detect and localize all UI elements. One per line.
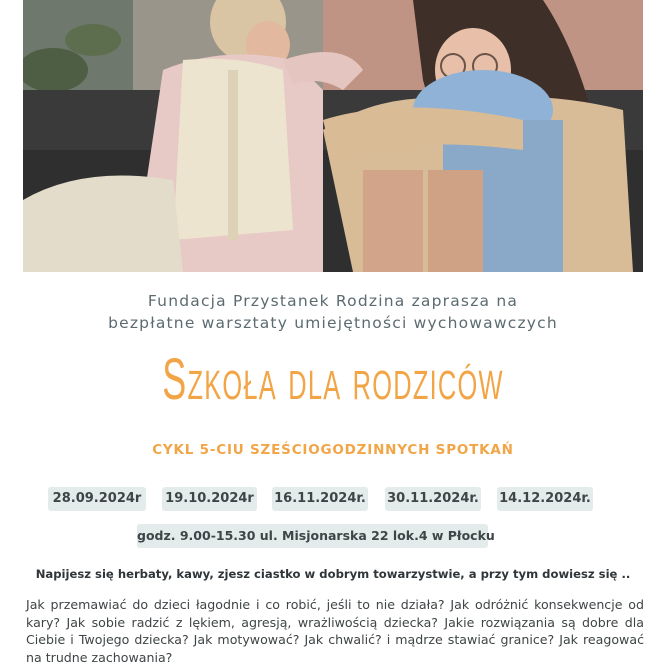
date-badge: 16.11.2024r. — [272, 487, 368, 511]
intro-line-1: Fundacja Przystanek Rodzina zaprasza na — [147, 292, 519, 310]
subtitle: CYKL 5-CIU SZEŚCIOGODZINNYCH SPOTKAŃ — [152, 442, 514, 458]
photo-mother-daughter-icon — [23, 0, 643, 272]
header-photo — [23, 0, 643, 272]
intro-line-2: bezpłatne warsztaty umiejętności wychowawczych — [108, 314, 558, 332]
date-badge: 14.12.2024r. — [497, 487, 593, 511]
time-location-badge: godz. 9.00-15.30 ul. Misjonarska 22 lok.4 w Płocku — [137, 524, 488, 548]
tagline: Napijesz się herbaty, kawy, zjesz ciastko w dobrym towarzystwie, a przy tym dowiesz się .. — [35, 567, 631, 581]
date-badge: 19.10.2024r — [162, 487, 257, 511]
date-badge: 30.11.2024r. — [385, 487, 481, 511]
body-paragraph: Jak przemawiać do dzieci łagodnie i co robić, jeśli to nie działa? Jak odróżnić konsekwencje od kary? Jak sobie radzić z lękiem, agresją, wrażliwością dziecka? Jakie rozwiązania są dobre dla Ciebie i Twojego dziecka? Jak motywować? Jak chwalić? i mądrze stawiać granice? Jak reagować na trudne zachowania? — [26, 597, 644, 665]
page-title: Szkoła dla rodziców — [162, 347, 504, 412]
date-badge: 28.09.2024r — [48, 487, 146, 511]
